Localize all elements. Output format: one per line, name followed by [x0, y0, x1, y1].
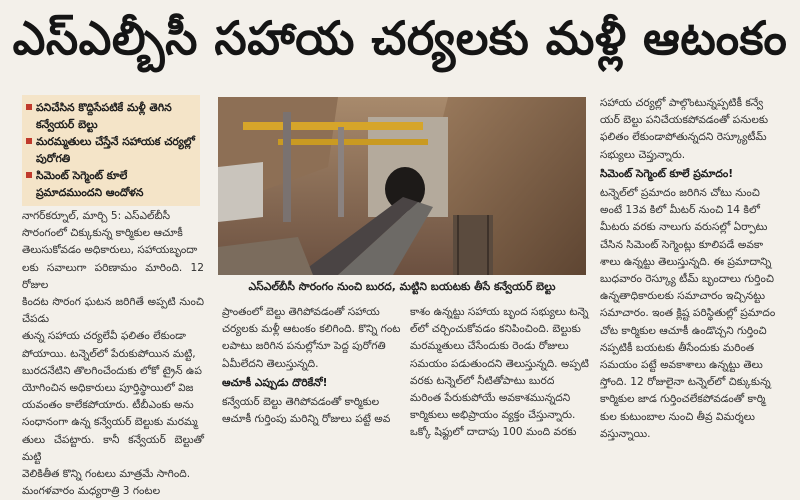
text-line: కార్మికులు అభిప్రాయం వ్యక్తం చేస్తున్నారు.: [410, 409, 576, 422]
text-line: ఒక్కో షిఫ్టులో దాదాపు 100 మంది వరకు: [410, 426, 577, 439]
text-line: వరకు టన్నెల్‌లో నీటితోపాటు బురద: [410, 374, 555, 387]
text-line: ల్‌లో చర్చించుకోవడం కనిపించింది. బెల్టుకు: [410, 323, 581, 336]
text-line: ఏమీలేదని తెలుస్తున్నది.: [222, 357, 319, 370]
bullet-icon: [26, 172, 32, 178]
highlight-item: పనిచేసిన కొద్దిసేపటికే మళ్లీ తెగిన కన్వేయర్ బెల్టు: [26, 99, 196, 133]
text-line: కుల కుటుంబాల నుంచి తీవ్ర విమర్శలు: [600, 410, 755, 423]
text-line: సహాయ చర్యల్లో పాల్గొంటున్నప్పటికీ కన్వే: [600, 97, 764, 109]
text-line: వెలికితీత కొన్ని గంటలు మాత్రమే సాగింది.: [22, 468, 191, 481]
column-2: [222, 304, 402, 428]
text-line: మరింత పేరుకుపోయే అవకాశమున్నదని: [410, 392, 571, 405]
text-line: బురదనేటిని తొలగించేందుకు లోకో ట్రైన్ ఉప: [22, 364, 202, 377]
text-line: మీటరు వరకు నాలుగు వరుసల్లో ఏర్పాటు: [600, 221, 768, 234]
text-line: నప్పటికీ బయటకు తీసేందుకు మరింత: [600, 341, 755, 354]
tunnel-photo: [218, 97, 586, 275]
text-line: లకు సవాలుగా పరిణామం మారింది. 12 రోజుల: [22, 261, 204, 291]
text-line: యర్ బెల్టు పనిచేయకపోవడంతో పనులకు: [600, 114, 769, 127]
column-1: [22, 208, 204, 500]
text-line: తున్న సహాయ చర్యలేవీ ఫలితం లేకుండా: [22, 330, 186, 343]
text-line: స్తోంది. 12 రోజులైనా టన్నెల్‌లో చిక్కుకున్న: [600, 376, 771, 389]
text-line: సొరంగంలో చిక్కుకున్న కార్మికుల ఆచూకీ: [22, 227, 183, 240]
text-line: చర్యలకు మళ్లీ ఆటంకం కలిగింది. కొన్ని గంట: [222, 323, 401, 336]
text-line: సంధానంగా ఉన్న కన్వేయర్ బెల్టుకు మరమ్మ: [22, 416, 198, 429]
text-line: పోయాయి. టన్నెల్‌లో పేరుకుపోయిన మట్టి,: [22, 347, 196, 360]
text-line: యవంతం కాలేకపోయారు. టీబీఎంకు అను: [22, 399, 194, 412]
text-line: సమయం పట్టే అవకాశాలు ఉన్నట్టు తెలు: [600, 359, 763, 372]
text-line: తెలుసుకోవడం అధికారులు, సహాయబృందా: [22, 244, 198, 257]
highlight-item: సిమెంట్ సెగ్మెంట్ కూలే ప్రమాదముందని ఆందోళన: [26, 167, 196, 201]
text-line: ఫలితం లేకుండాపోతున్నదని రెస్క్యూటీమ్: [600, 131, 767, 144]
section-subheading: సిమెంట్ సెగ్మెంట్ కూలే ప్రమాదం!: [600, 167, 734, 180]
text-line: అంటే 13వ కిలో మీటర్ నుంచి 14 కిలో: [600, 204, 760, 217]
text-line: చోట కార్మికుల ఆచూకీ ఉండొచ్చని గుర్తించి: [600, 324, 767, 337]
text-line: శాలు ఉన్నట్టు తెలుస్తున్నది. ఈ ప్రమాదాన్ని: [600, 255, 772, 268]
text-line: బుధవారం రెస్క్యూ టీమ్ బృందాలు గుర్తించి: [600, 273, 774, 286]
bullet-icon: [26, 138, 32, 144]
text-line: సభ్యులు చెప్తున్నారు.: [600, 148, 686, 161]
text-line: తులు చేపట్టారు. కానీ కన్వేయర్ బెల్టుతో మట్టి: [22, 433, 204, 463]
text-line: కాశం ఉన్నట్టు సహాయ బృంద సభ్యులు టన్నె: [410, 306, 589, 318]
text-line: కన్వేయర్ బెల్టు తెగిపోవడంతో కార్మికుల: [222, 396, 380, 409]
text-line: కిందట సొరంగ ఘటన జరిగితే అప్పటి నుంచి చేపడు: [22, 296, 204, 326]
text-line: టన్నెల్‌లో ప్రమాదం జరిగిన చోటు నుంచి: [600, 187, 760, 200]
text-line: యోగించిన అధికారులు పూర్తిస్థాయిలో విజ: [22, 382, 194, 395]
text-line: మంగళవారం మధ్యరాత్రి 3 గంటల: [22, 485, 161, 498]
text-line: మరమ్మతులు చేసేందుకు రెండు రోజులు: [410, 340, 569, 353]
headline-bar: [0, 0, 800, 88]
text-line: ఉన్నతాధికారులకు సమాచారం ఇచ్చినట్టు: [600, 290, 765, 303]
text-line: లపాటు జరిగిన పనుల్లోనూ పెద్ద పురోగతి: [222, 340, 386, 353]
column-4: [600, 95, 785, 443]
text-line: సమాచారం. ఇంత క్లిష్ట పరిస్థితుల్లో ప్రమాదం: [600, 307, 776, 320]
text-line: వస్తున్నాయి.: [600, 427, 651, 440]
text-line: ప్రాంతంలో బెల్టు తెగిపోవడంతో సహాయ: [222, 306, 380, 318]
column-3: [410, 304, 590, 442]
photo-caption: ఎస్ఎల్‌బీసీ సొరంగం నుంచి బురద, మట్టిని బయటకు తీసే కన్వేయర్ బెల్టు: [248, 280, 556, 293]
tunnel-photo-illustration: [218, 97, 586, 275]
section-subheading: ఆచూకీ ఎప్పుడు దొరికేనో!: [222, 376, 328, 389]
highlights-box: [22, 95, 200, 206]
headline: ఎస్ఎల్బీసీ సహాయ చర్యలకు మళ్లీ ఆటంకం: [12, 11, 788, 65]
text-line: చేసిన సిమెంట్ సెగ్మెంట్లు కూలిపడే అవకా: [600, 238, 764, 251]
highlight-item: మరమ్మతులు చేస్తేనే సహాయక చర్యల్లో పురోగతి: [26, 133, 196, 167]
text-line: నాగర్‌కర్నూల్, మార్చి 5: ఎస్ఎల్‌బీసీ: [22, 210, 171, 222]
bullet-icon: [26, 104, 32, 110]
text-line: సమయం పడుతుందని తెలుస్తున్నది. అప్పటి: [410, 357, 589, 370]
text-line: ఆచూకీ గుర్తింపు మరిన్ని రోజులు పట్టే అవ: [222, 413, 391, 426]
text-line: కార్మికుల జాడ గుర్తించలేకపోవడంతో కార్మి: [600, 393, 766, 406]
